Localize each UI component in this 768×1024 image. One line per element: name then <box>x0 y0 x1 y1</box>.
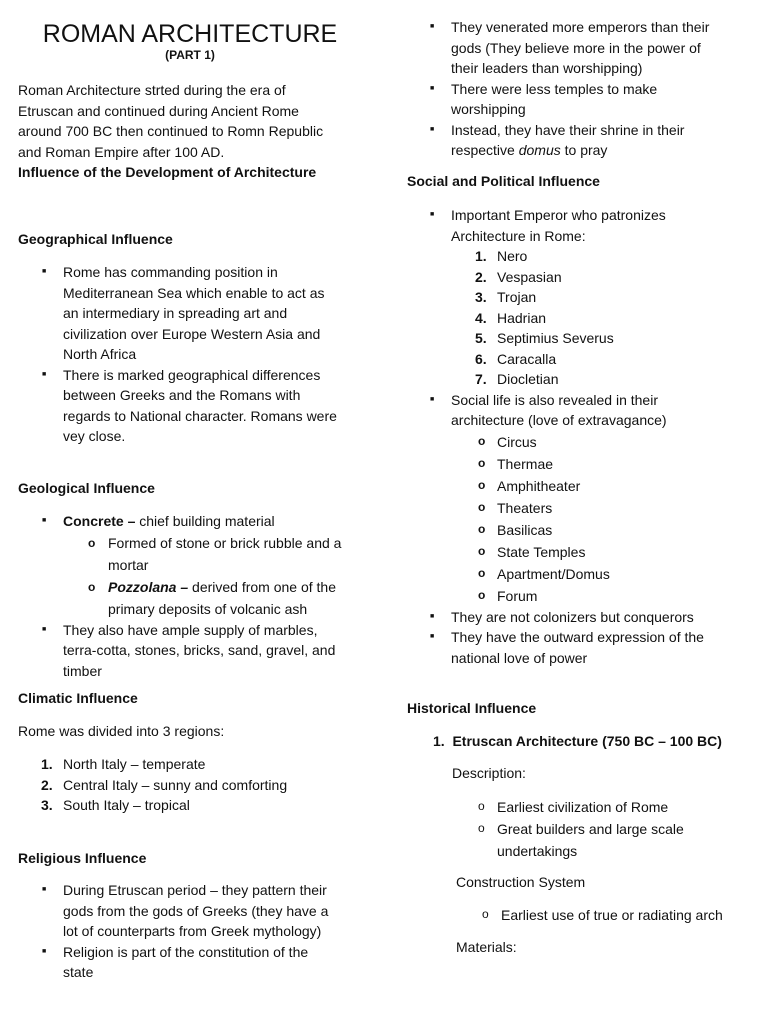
list-item: 2. Central Italy – sunny and comforting <box>41 776 288 793</box>
list-item: 2. Vespasian <box>475 268 562 285</box>
buildings-list <box>497 431 761 607</box>
list-item: o Great builders and large scale undertakings <box>497 818 757 862</box>
list-item: 4. Hadrian <box>475 309 547 326</box>
description-list <box>497 796 757 862</box>
list-item: o Thermae <box>497 453 761 475</box>
list-item: ■ Concrete – chief building material <box>42 513 275 529</box>
list-item: o Theaters <box>497 497 761 519</box>
social-heading: Social and Political Influence <box>407 173 600 189</box>
intro-paragraph <box>18 80 378 162</box>
intro-line: and Roman Empire after 100 AD. <box>18 143 225 160</box>
list-item: 3. South Italy – tropical <box>41 797 190 813</box>
page-subtitle: (PART 1) <box>165 48 215 62</box>
list-item: o Circus <box>497 431 761 453</box>
religious-list-continued <box>451 17 761 161</box>
list-item: 7. Diocletian <box>475 371 559 387</box>
list-item: 1. North Italy – temperate <box>41 756 206 772</box>
historical-heading: Historical Influence <box>407 700 537 716</box>
list-item: ■ There were less temples to make worshipping <box>451 79 761 120</box>
construction-label: Construction System <box>456 874 586 890</box>
climatic-list <box>41 754 373 816</box>
list-item: o Earliest use of true or radiating arch <box>501 904 761 926</box>
influence-heading: Influence of the Development of Architecture <box>18 164 317 180</box>
social-list <box>430 205 761 668</box>
list-item: 6. Caracalla <box>475 350 557 367</box>
list-item: ■ During Etruscan period – they pattern their gods from the gods of Greeks (they have a lot of counterparts from Greek mythology) <box>63 880 373 942</box>
list-item: 5. Septimius Severus <box>475 330 614 346</box>
domus-term: domus <box>518 142 561 158</box>
list-item: o State Temples <box>497 541 761 563</box>
concrete-term: Concrete – <box>63 513 136 529</box>
list-item: ■ They have the outward expression of the national love of power <box>430 629 704 666</box>
emperor-list <box>475 246 761 390</box>
list-item: 1. Nero <box>475 248 528 264</box>
list-item: ■ They venerated more emperors than their gods (They believe more in the power of their leaders than worshipping) <box>451 17 761 79</box>
description-label: Description: <box>452 765 526 781</box>
list-item: ■ Rome has commanding position in Mediterranean Sea which enable to act as an intermediary in spreading art and civilization over Europe Western Asia and North Africa <box>63 262 373 365</box>
historical-item-1: 1. Etruscan Architecture (750 BC – 100 BC) <box>433 733 722 749</box>
geological-heading: Geological Influence <box>18 480 155 496</box>
list-item: 3. Trojan <box>475 289 537 305</box>
list-item: o Earliest civilization of Rome <box>497 796 757 818</box>
climatic-intro: Rome was divided into 3 regions: <box>18 723 225 739</box>
pozzolana-term: Pozzolana – <box>108 578 189 595</box>
sub-list-item: o Pozzolana – derived from one of the primary deposits of volcanic ash <box>88 578 337 617</box>
list-item: ■ They also have ample supply of marbles, terra-cotta, stones, bricks, sand, gravel, and timber <box>42 621 336 679</box>
list-item: o Basilicas <box>497 519 761 541</box>
geological-list <box>42 511 378 681</box>
list-item: ■ Instead, they have their shrine in their respective domus to pray <box>451 120 761 161</box>
intro-line: Etruscan and continued during Ancient Rome <box>18 102 299 119</box>
religious-heading: Religious Influence <box>18 850 147 866</box>
geographical-heading: Geographical Influence <box>18 231 173 247</box>
list-item: o Amphitheater <box>497 475 761 497</box>
geographical-list <box>63 262 373 447</box>
construction-list <box>501 904 761 926</box>
climatic-heading: Climatic Influence <box>18 690 138 706</box>
materials-label: Materials: <box>456 939 517 955</box>
religious-list <box>63 880 373 983</box>
list-item: ■ They are not colonizers but conquerors <box>430 608 694 625</box>
list-item: ■ There is marked geographical differences between Greeks and the Romans with regards to National character. Romans were vey close. <box>63 365 373 447</box>
list-item: o Forum <box>497 585 761 607</box>
list-item: ■ Religion is part of the constitution of the state <box>63 942 373 983</box>
list-item: ■ Social life is also revealed in their architecture (love of extravagance) <box>430 391 667 428</box>
list-item: o Apartment/Domus <box>497 563 761 585</box>
intro-line: Roman Architecture strted during the era of <box>18 82 286 98</box>
intro-line: around 700 BC then continued to Romn Republic <box>18 123 324 139</box>
sub-list-item: o Formed of stone or brick rubble and a mortar <box>88 534 342 573</box>
page-title: ROMAN ARCHITECTURE <box>42 20 338 48</box>
list-item: ■ Important Emperor who patronizes Architecture in Rome: <box>430 207 666 244</box>
